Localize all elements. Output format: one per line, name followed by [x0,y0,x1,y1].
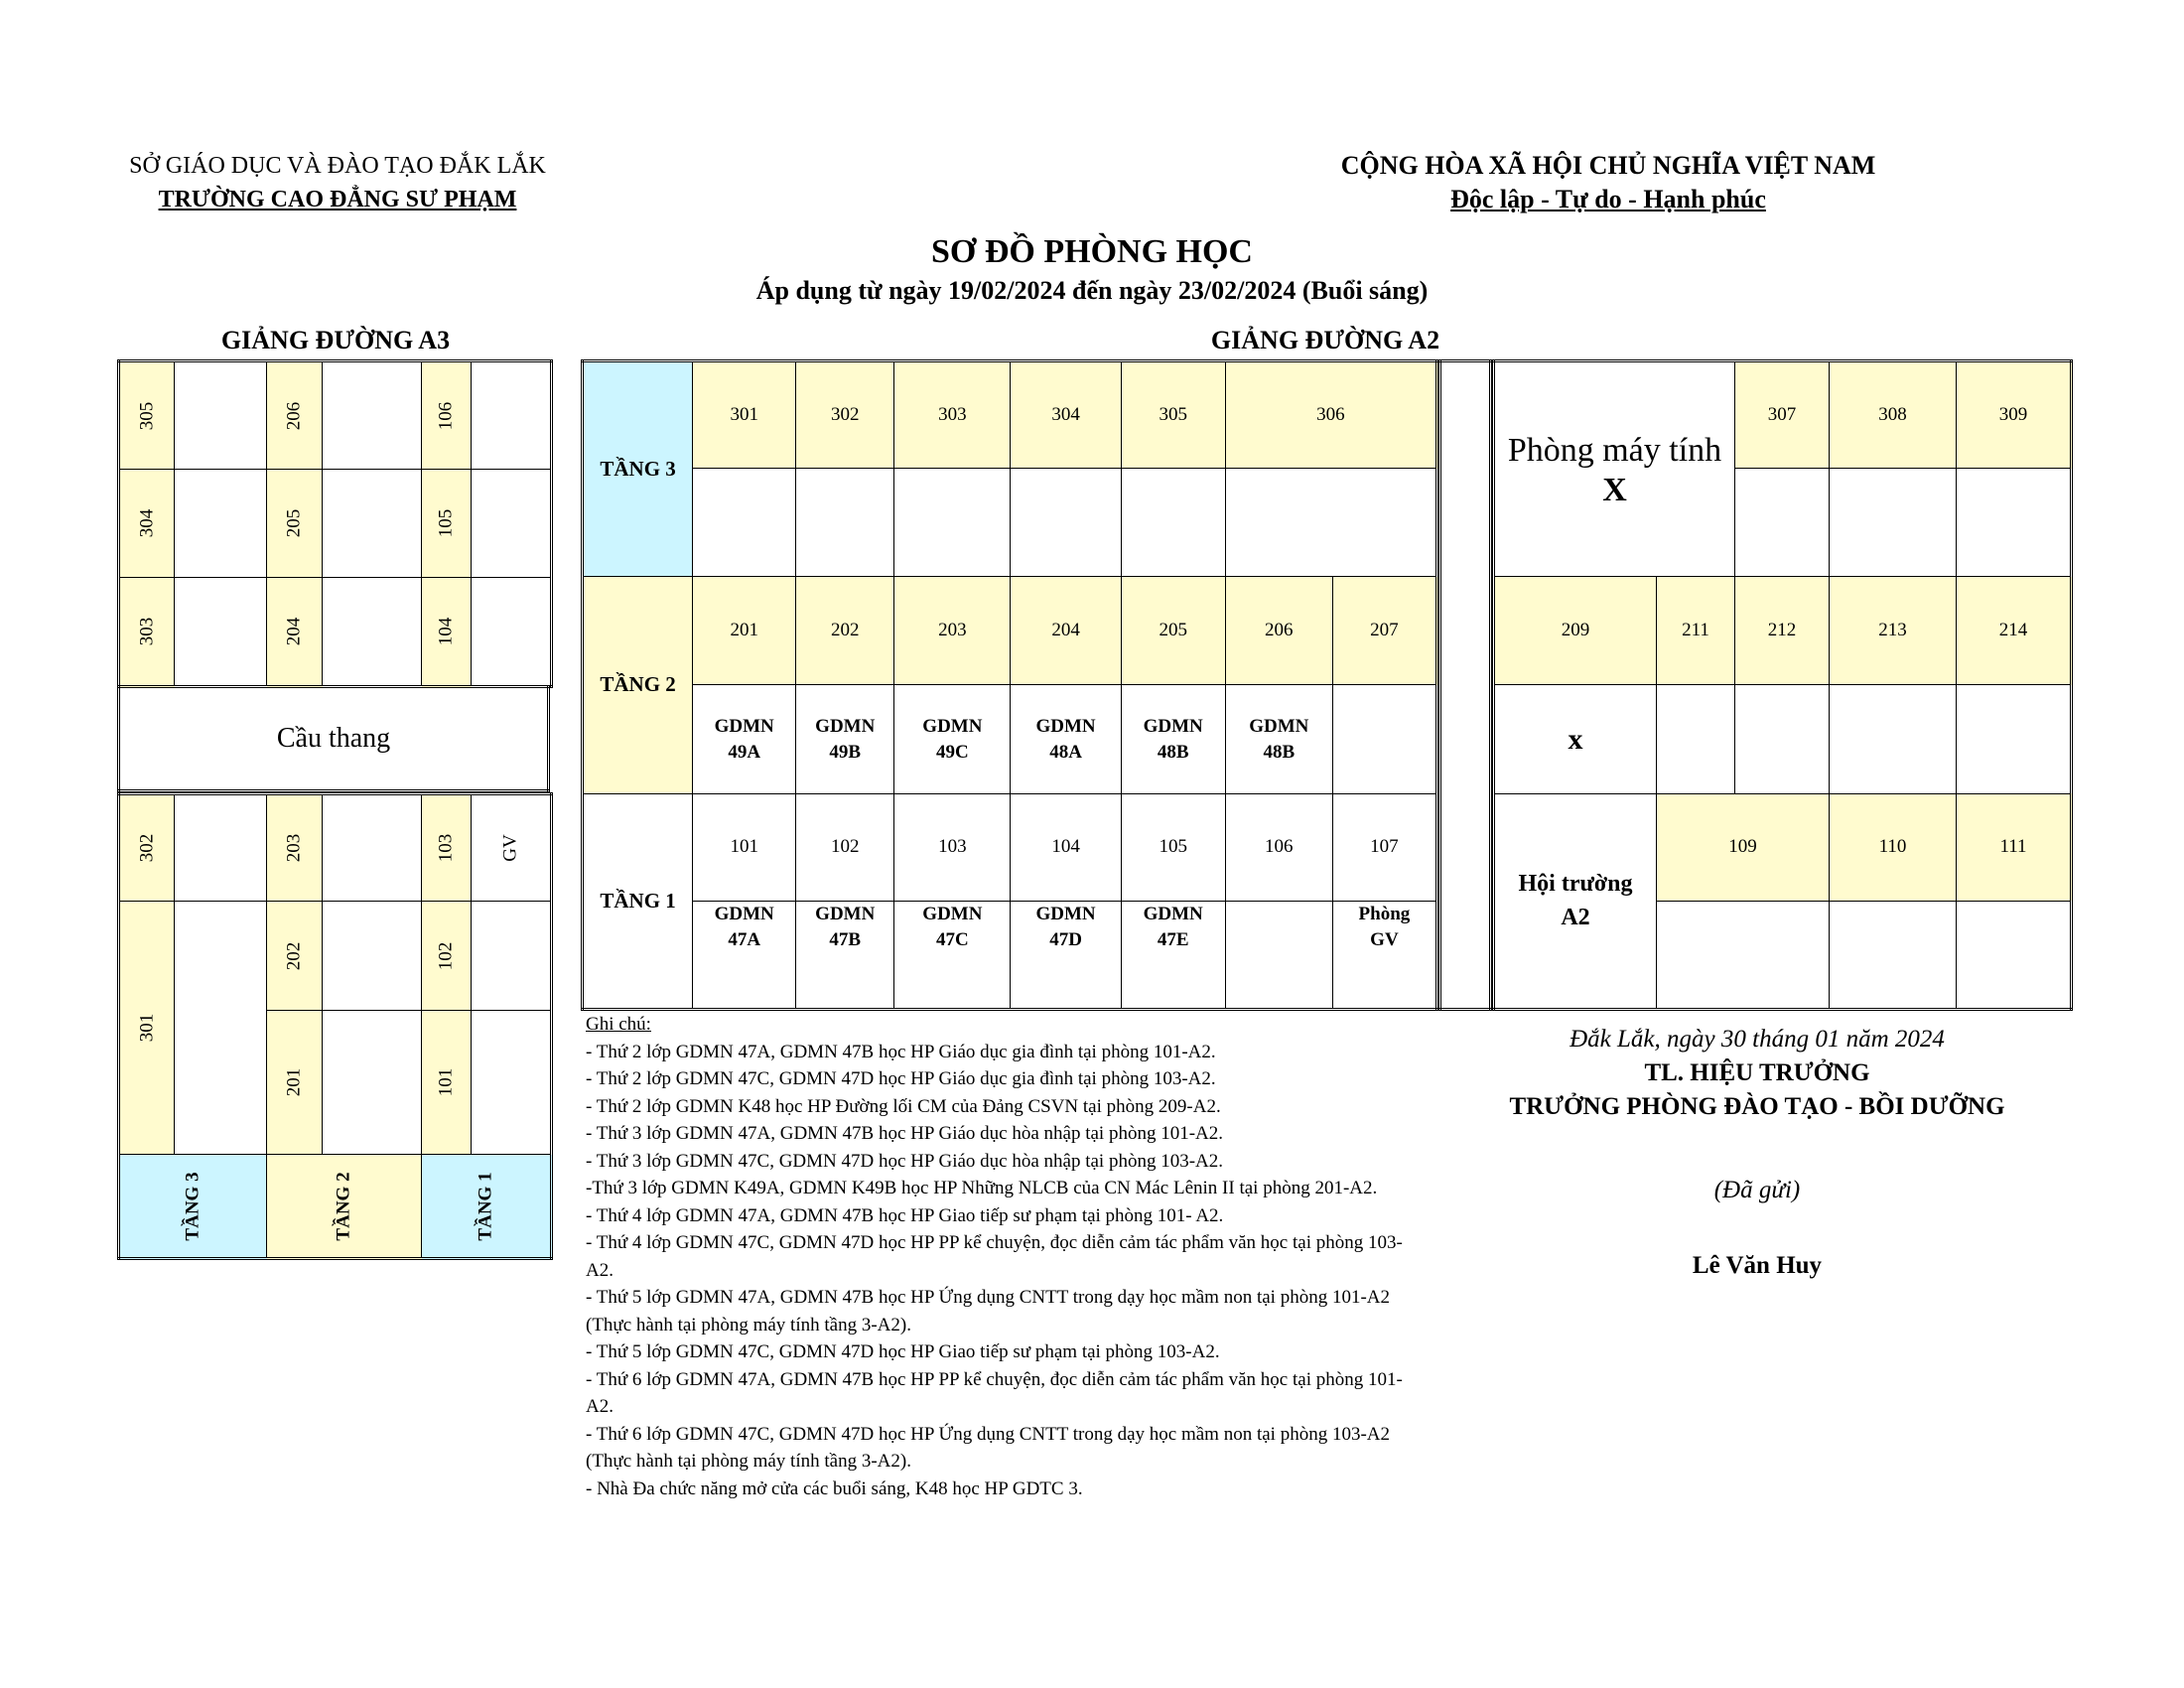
a2-room-class [1830,469,1957,577]
hall-a2: Hội trường A2 [1494,793,1657,1009]
a2-room-number: 303 [894,361,1011,469]
a3-room-blank [175,361,267,470]
a2-room-number: 301 [693,361,796,469]
a3-room-blank [323,902,422,1011]
a3-room-blank [323,794,422,902]
a3-room: 202 [267,902,323,1011]
signer-role-1: TL. HIỆU TRƯỞNG [1644,1059,1870,1086]
a2-room-class [1735,469,1830,577]
page-subtitle: Áp dụng từ ngày 19/02/2024 đến ngày 23/02/2024 (Buổi sáng) [755,276,1429,305]
a2-room-class: GDMN 49C [894,685,1011,793]
a2-left-block [581,359,1438,1011]
a3-room: 302 [119,794,175,902]
a3-room-blank [323,470,422,578]
department-name: SỞ GIÁO DỤC VÀ ĐÀO TẠO ĐẮK LẮK [129,153,546,179]
a2-room-number: 202 [796,577,894,685]
a2-room-class: GDMN 47A [693,901,796,1009]
a2-room-class [1957,901,2072,1009]
a2-room-number: 103 [894,793,1011,901]
stairs-label: Cầu thang [119,687,549,791]
a2-room-class [1657,901,1830,1009]
a2-room-number: 205 [1121,577,1225,685]
a3-room: 203 [267,794,323,902]
a3-room-blank [175,578,267,687]
a3-room-blank [472,361,552,470]
a2-room-number: 213 [1830,577,1957,685]
a2-room-class [1830,901,1957,1009]
a2-room-number: 305 [1121,361,1225,469]
a2-room-number: 105 [1121,793,1225,901]
note-line: - Thứ 4 lớp GDMN 47C, GDMN 47D học HP PP kể chuyện, đọc diễn cảm tác phẩm văn học tại phòng 103-A2. [586,1232,1403,1281]
a3-room: 204 [267,578,323,687]
country-name: CỘNG HÒA XÃ HỘI CHỦ NGHĨA VIỆT NAM [1340,151,1876,180]
a2-title: GIẢNG ĐƯỜNG A2 [1210,326,1440,354]
a2-room-class [1225,469,1436,577]
a3-title: GIẢNG ĐƯỜNG A3 [220,326,451,354]
a2-room-number: 211 [1657,577,1735,685]
note-line: - Thứ 5 lớp GDMN 47C, GDMN 47D học HP Giao tiếp sư phạm tại phòng 103-A2. [586,1341,1220,1362]
a2-room-number: 109 [1657,793,1830,901]
a2-room-number: 209 [1494,577,1657,685]
notes-section [586,1011,1430,1517]
a3-room-blank [472,578,552,687]
a2-room-number: 304 [1011,361,1121,469]
a3-floor-label: TẦNG 1 [422,1155,552,1259]
a3-floor-label: TẦNG 3 [119,1155,267,1259]
a2-room-class [1011,469,1121,577]
a2-room-number: 104 [1011,793,1121,901]
signer-role-2: TRƯỞNG PHÒNG ĐÀO TẠO - BỒI DƯỠNG [1509,1093,2005,1120]
note-line: -Thứ 3 lớp GDMN K49A, GDMN K49B học HP Những NLCB của CN Mác Lênin II tại phòng 201-A2. [586,1178,1378,1198]
a3-room-blank [175,470,267,578]
a2-room-class: GDMN 49A [693,685,796,793]
a2-room-class [796,469,894,577]
a2-floor-3-label: TẦNG 3 [583,361,693,577]
a2-room-class [1957,469,2072,577]
a2-room-class: GDMN 48A [1011,685,1121,793]
a3-room-blank [175,794,267,902]
a2-room-number: 306 [1225,361,1436,469]
note-line: - Thứ 6 lớp GDMN 47C, GDMN 47D học HP Ứng dụng CNTT trong dạy học mầm non tại phòng 103-A2 (Thực hành tại phòng máy tính tầng 3-A2). [586,1423,1390,1472]
a2-corridor [1438,359,1492,1011]
a2-room-number: 107 [1332,793,1436,901]
note-line: - Thứ 3 lớp GDMN 47A, GDMN 47B học HP Giáo dục hòa nhập tại phòng 101-A2. [586,1123,1224,1144]
a3-room-blank [472,902,552,1011]
a3-room-blank [472,1011,552,1155]
a3-room: 101 [422,1011,472,1155]
a2-room-class: GDMN 47C [894,901,1011,1009]
a2-room-number: 214 [1957,577,2072,685]
note-line: - Nhà Đa chức năng mở cửa các buổi sáng, K48 học HP GDTC 3. [586,1477,1083,1499]
a2-room-number: 302 [796,361,894,469]
place-date: Đắk Lắk, ngày 30 tháng 01 năm 2024 [1570,1026,1945,1053]
a2-room-number: 308 [1830,361,1957,469]
a3-room: 104 [422,578,472,687]
a3-lower-block [117,792,553,1260]
school-name: TRƯỜNG CAO ĐẲNG SƯ PHẠM [158,187,517,212]
a2-room-class [894,469,1011,577]
corridor-space [1440,361,1491,1010]
a2-room-number: 106 [1225,793,1332,901]
note-line: - Thứ 3 lớp GDMN 47C, GDMN 47D học HP Giáo dục hòa nhập tại phòng 103-A2. [586,1150,1224,1172]
computer-room-mark: X [1602,471,1627,508]
a2-room-number: 307 [1735,361,1830,469]
note-line: - Thứ 4 lớp GDMN 47A, GDMN 47B học HP Giao tiếp sư phạm tại phòng 101- A2. [586,1204,1224,1226]
note-line: - Thứ 2 lớp GDMN 47C, GDMN 47D học HP Giáo dục gia đình tại phòng 103-A2. [586,1068,1216,1089]
note-line: - Thứ 2 lớp GDMN 47A, GDMN 47B học HP Giáo dục gia đình tại phòng 101-A2. [586,1041,1216,1062]
a2-room-class [1332,685,1436,793]
motto: Độc lập - Tự do - Hạnh phúc [1450,185,1766,213]
a2-room-class: GDMN 47B [796,901,894,1009]
note-line: - Thứ 2 lớp GDMN K48 học HP Đường lối CM của Đảng CSVN tại phòng 209-A2. [586,1095,1221,1117]
signature-status: (Đã gửi) [1713,1177,1801,1203]
a2-room-number: 206 [1225,577,1332,685]
a3-room-blank [175,902,267,1155]
a3-room: 303 [119,578,175,687]
a2-room-class: GDMN 48B [1121,685,1225,793]
header-left [129,149,546,216]
a2-room-number: 102 [796,793,894,901]
a3-room: 106 [422,361,472,470]
a3-room: 105 [422,470,472,578]
a2-room-class: Phòng GV [1332,901,1436,1009]
a3-room-blank [323,578,422,687]
note-line: - Thứ 5 lớp GDMN 47A, GDMN 47B học HP Ứng dụng CNTT trong dạy học mầm non tại phòng 101-A2 (Thực hành tại phòng máy tính tầng 3-A2). [586,1287,1390,1336]
a3-room: 301 [119,902,175,1155]
a3-stairs-block [117,685,550,792]
a2-room-class [1657,685,1735,793]
signer-name: Lê Văn Huy [1692,1252,1823,1279]
a2-room-class: GDMN 47E [1121,901,1225,1009]
a2-floor-1-label: TẦNG 1 [583,793,693,1009]
a2-room-class [1121,469,1225,577]
a2-room-class: GDMN 47D [1011,901,1121,1009]
a2-room-class [1957,685,2072,793]
a3-room: 102 [422,902,472,1011]
signature-block [1430,1023,2085,1283]
a2-room-number: 212 [1735,577,1830,685]
a3-gv-cell: GV [472,794,552,902]
header-right [1330,149,1886,216]
a3-room: 206 [267,361,323,470]
a3-room-blank [323,1011,422,1155]
a2-room-class [693,469,796,577]
a2-right-block [1492,359,2073,1011]
a2-room-class [1830,685,1957,793]
a2-room-class: GDMN 48B [1225,685,1332,793]
a3-room: 304 [119,470,175,578]
a2-room-number: 203 [894,577,1011,685]
computer-room: Phòng máy tính X [1494,361,1735,577]
a2-room-number: 111 [1957,793,2072,901]
a3-room: 305 [119,361,175,470]
notes-heading: Ghi chú: [586,1014,651,1035]
a3-floor-label: TẦNG 2 [267,1155,422,1259]
a2-room-class [1225,901,1332,1009]
note-line: - Thứ 6 lớp GDMN 47A, GDMN 47B học HP PP kể chuyện, đọc diễn cảm tác phẩm văn học tại phòng 101-A2. [586,1368,1403,1417]
a2-room-class: GDMN 49B [796,685,894,793]
a3-room-blank [323,361,422,470]
a3-room: 205 [267,470,323,578]
a2-room-number: 309 [1957,361,2072,469]
a2-room-number: 101 [693,793,796,901]
a2-room-number: 207 [1332,577,1436,685]
a3-room: 201 [267,1011,323,1155]
a3-upper-block [117,359,553,688]
page-title: SƠ ĐỒ PHÒNG HỌC [931,233,1253,270]
a3-room-blank [472,470,552,578]
a2-room-number: 201 [693,577,796,685]
room-209-mark: x [1494,685,1657,793]
a2-room-number: 204 [1011,577,1121,685]
a2-room-number: 110 [1830,793,1957,901]
a2-room-class [1735,685,1830,793]
a2-floor-2-label: TẦNG 2 [583,577,693,793]
a3-room: 103 [422,794,472,902]
